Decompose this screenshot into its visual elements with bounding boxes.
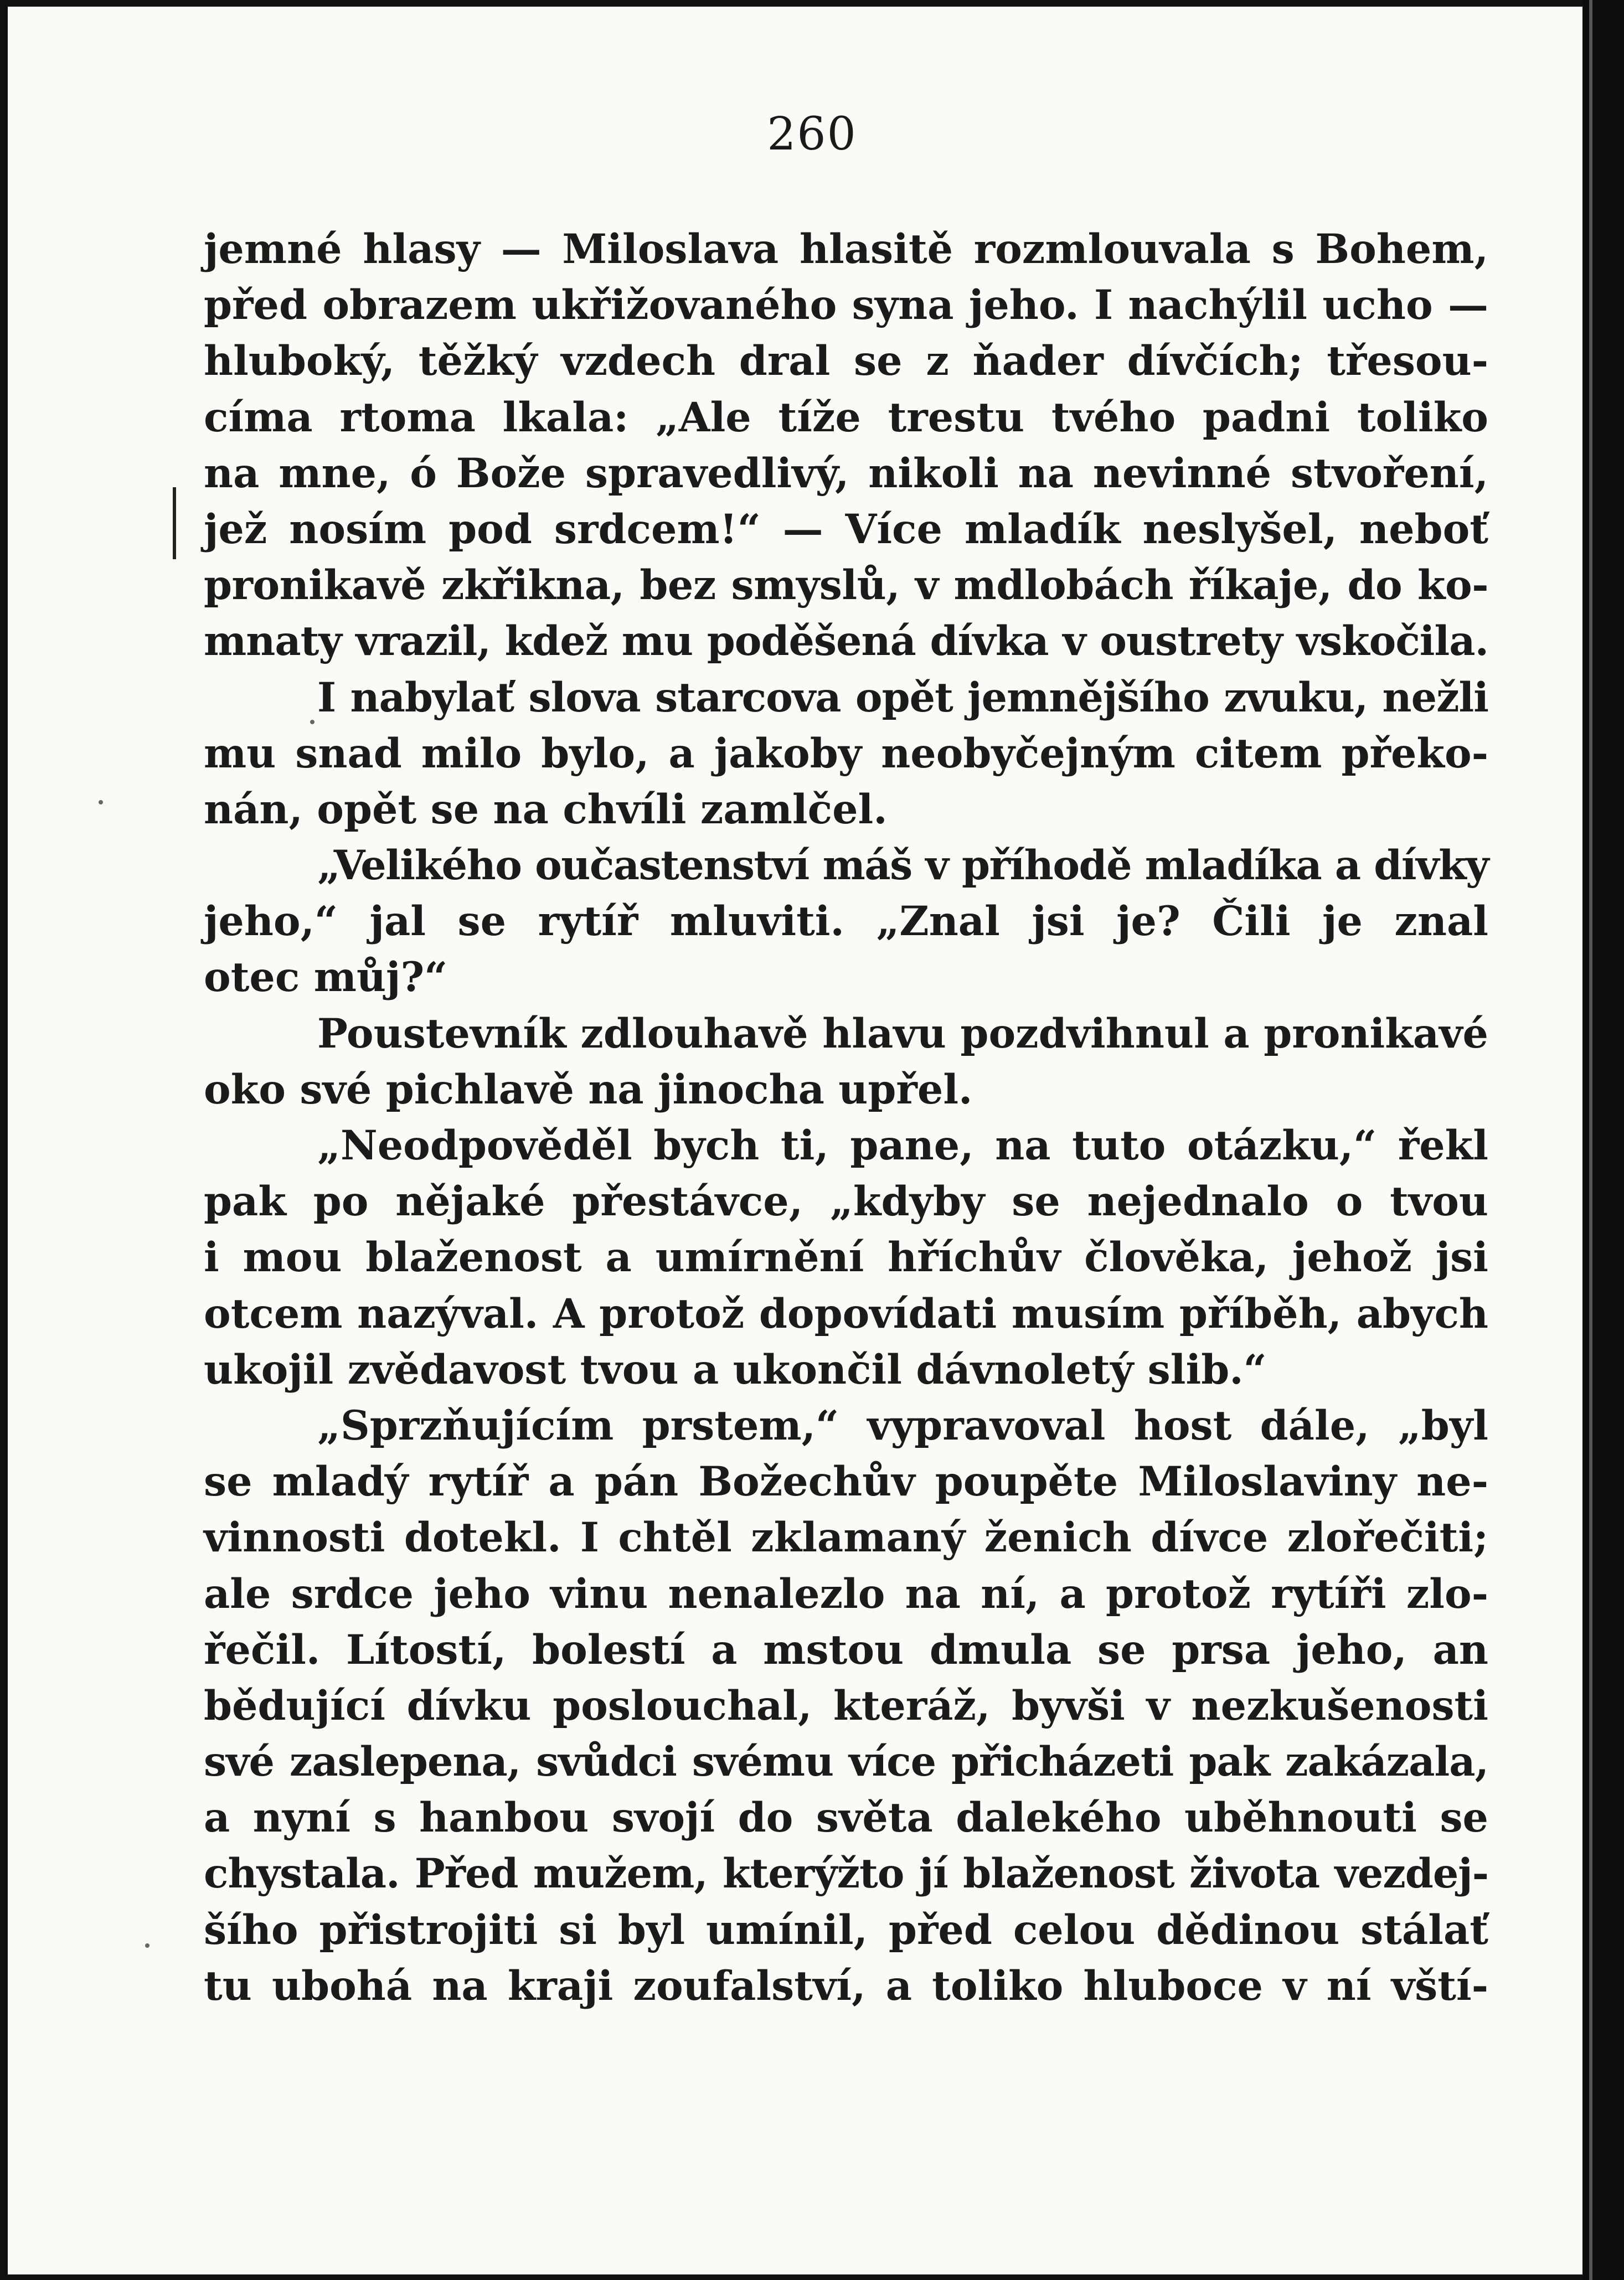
text-line: tu ubohá na kraji zoufalství, a toliko hluboce v ní vští- xyxy=(204,1962,1488,2010)
scan-border-left xyxy=(0,0,8,2280)
scan-border-right-inner xyxy=(1589,0,1592,2280)
text-line: otec můj?“ xyxy=(204,953,448,1002)
text-line: na mne, ó Bože spravedlivý, nikoli na nevinné stvoření, xyxy=(204,449,1488,497)
text-line: před obrazem ukřižovaného syna jeho. I nachýlil ucho — xyxy=(204,281,1488,329)
text-line: bědující dívku poslouchal, kteráž, byvši v nezkušenosti xyxy=(204,1681,1488,1730)
body-text xyxy=(204,221,1488,2014)
text-line: jež nosím pod srdcem!“ — Více mladík neslyšel, neboť xyxy=(204,505,1488,553)
text-line: jemné hlasy — Miloslava hlasitě rozmlouvala s Bohem, xyxy=(204,225,1488,273)
text-line: ukojil zvědavost tvou a ukončil dávnoletý slib.“ xyxy=(204,1345,1267,1394)
text-line: vinnosti dotekl. I chtěl zklamaný ženich dívce zlořečiti; xyxy=(204,1514,1488,1562)
text-line: I nabylať slova starcova opět jemnějšího zvuku, nežli xyxy=(317,673,1488,721)
text-line: pak po nějaké přestávce, „kdyby se nejednalo o tvou xyxy=(204,1178,1488,1226)
text-line: otcem nazýval. A protož dopovídati musím příběh, abych xyxy=(204,1289,1488,1338)
text-line: své zaslepena, svůdci svému více přicházeti pak zakázala, xyxy=(204,1738,1488,1786)
scan-border-bottom xyxy=(0,2274,1624,2280)
text-line: i mou blaženost a umírnění hříchův člověka, jehož jsi xyxy=(204,1234,1488,1282)
text-line: se mladý rytíř a pán Božechův poupěte Miloslaviny ne- xyxy=(204,1458,1488,1506)
text-line: mu snad milo bylo, a jakoby neobyčejným citem překo- xyxy=(204,729,1488,777)
text-line: pronikavě zkřikna, bez smyslů, v mdlobách říkaje, do ko- xyxy=(204,561,1488,610)
scan-speck xyxy=(99,800,103,804)
text-line: oko své pichlavě na jinocha upřel. xyxy=(204,1065,973,1113)
text-line: šího přistrojiti si byl umínil, před celou dědinou stálať xyxy=(204,1906,1488,1954)
text-line: chystala. Před mužem, kterýžto jí blaženost života vezdej- xyxy=(204,1850,1488,1898)
scan-border-top xyxy=(0,0,1624,7)
text-line: mnaty vrazil, kdež mu poděšená dívka v oustrety vskočila. xyxy=(204,617,1488,666)
text-line: ale srdce jeho vinu nenalezlo na ní, a protož rytíři zlo- xyxy=(204,1570,1488,1618)
page-number: 260 xyxy=(767,108,857,161)
text-line: nán, opět se na chvíli zamlčel. xyxy=(204,785,888,833)
text-line: címa rtoma lkala: „Ale tíže trestu tvého padni toliko xyxy=(204,393,1488,441)
text-line: „Sprzňujícím prstem,“ vypravoval host dále, „byl xyxy=(317,1401,1488,1449)
text-line: Poustevník zdlouhavě hlavu pozdvihnul a pronikavé xyxy=(317,1009,1488,1058)
text-line: hluboký, těžký vzdech dral se z ňader dívčích; třesou- xyxy=(204,337,1488,385)
scan-speck xyxy=(145,1943,149,1948)
text-line: „Velikého oučastenství máš v příhodě mladíka a dívky xyxy=(317,842,1488,890)
text-line: řečil. Lítostí, bolestí a mstou dmula se prsa jeho, an xyxy=(204,1626,1488,1674)
margin-mark xyxy=(173,487,176,559)
text-line: a nyní s hanbou svojí do světa dalekého uběhnouti se xyxy=(204,1794,1488,1842)
text-line: „Neodpověděl bych ti, pane, na tuto otázku,“ řekl xyxy=(317,1122,1488,1169)
text-line: jeho,“ jal se rytíř mluviti. „Znal jsi je? Čili je znal xyxy=(204,897,1488,946)
